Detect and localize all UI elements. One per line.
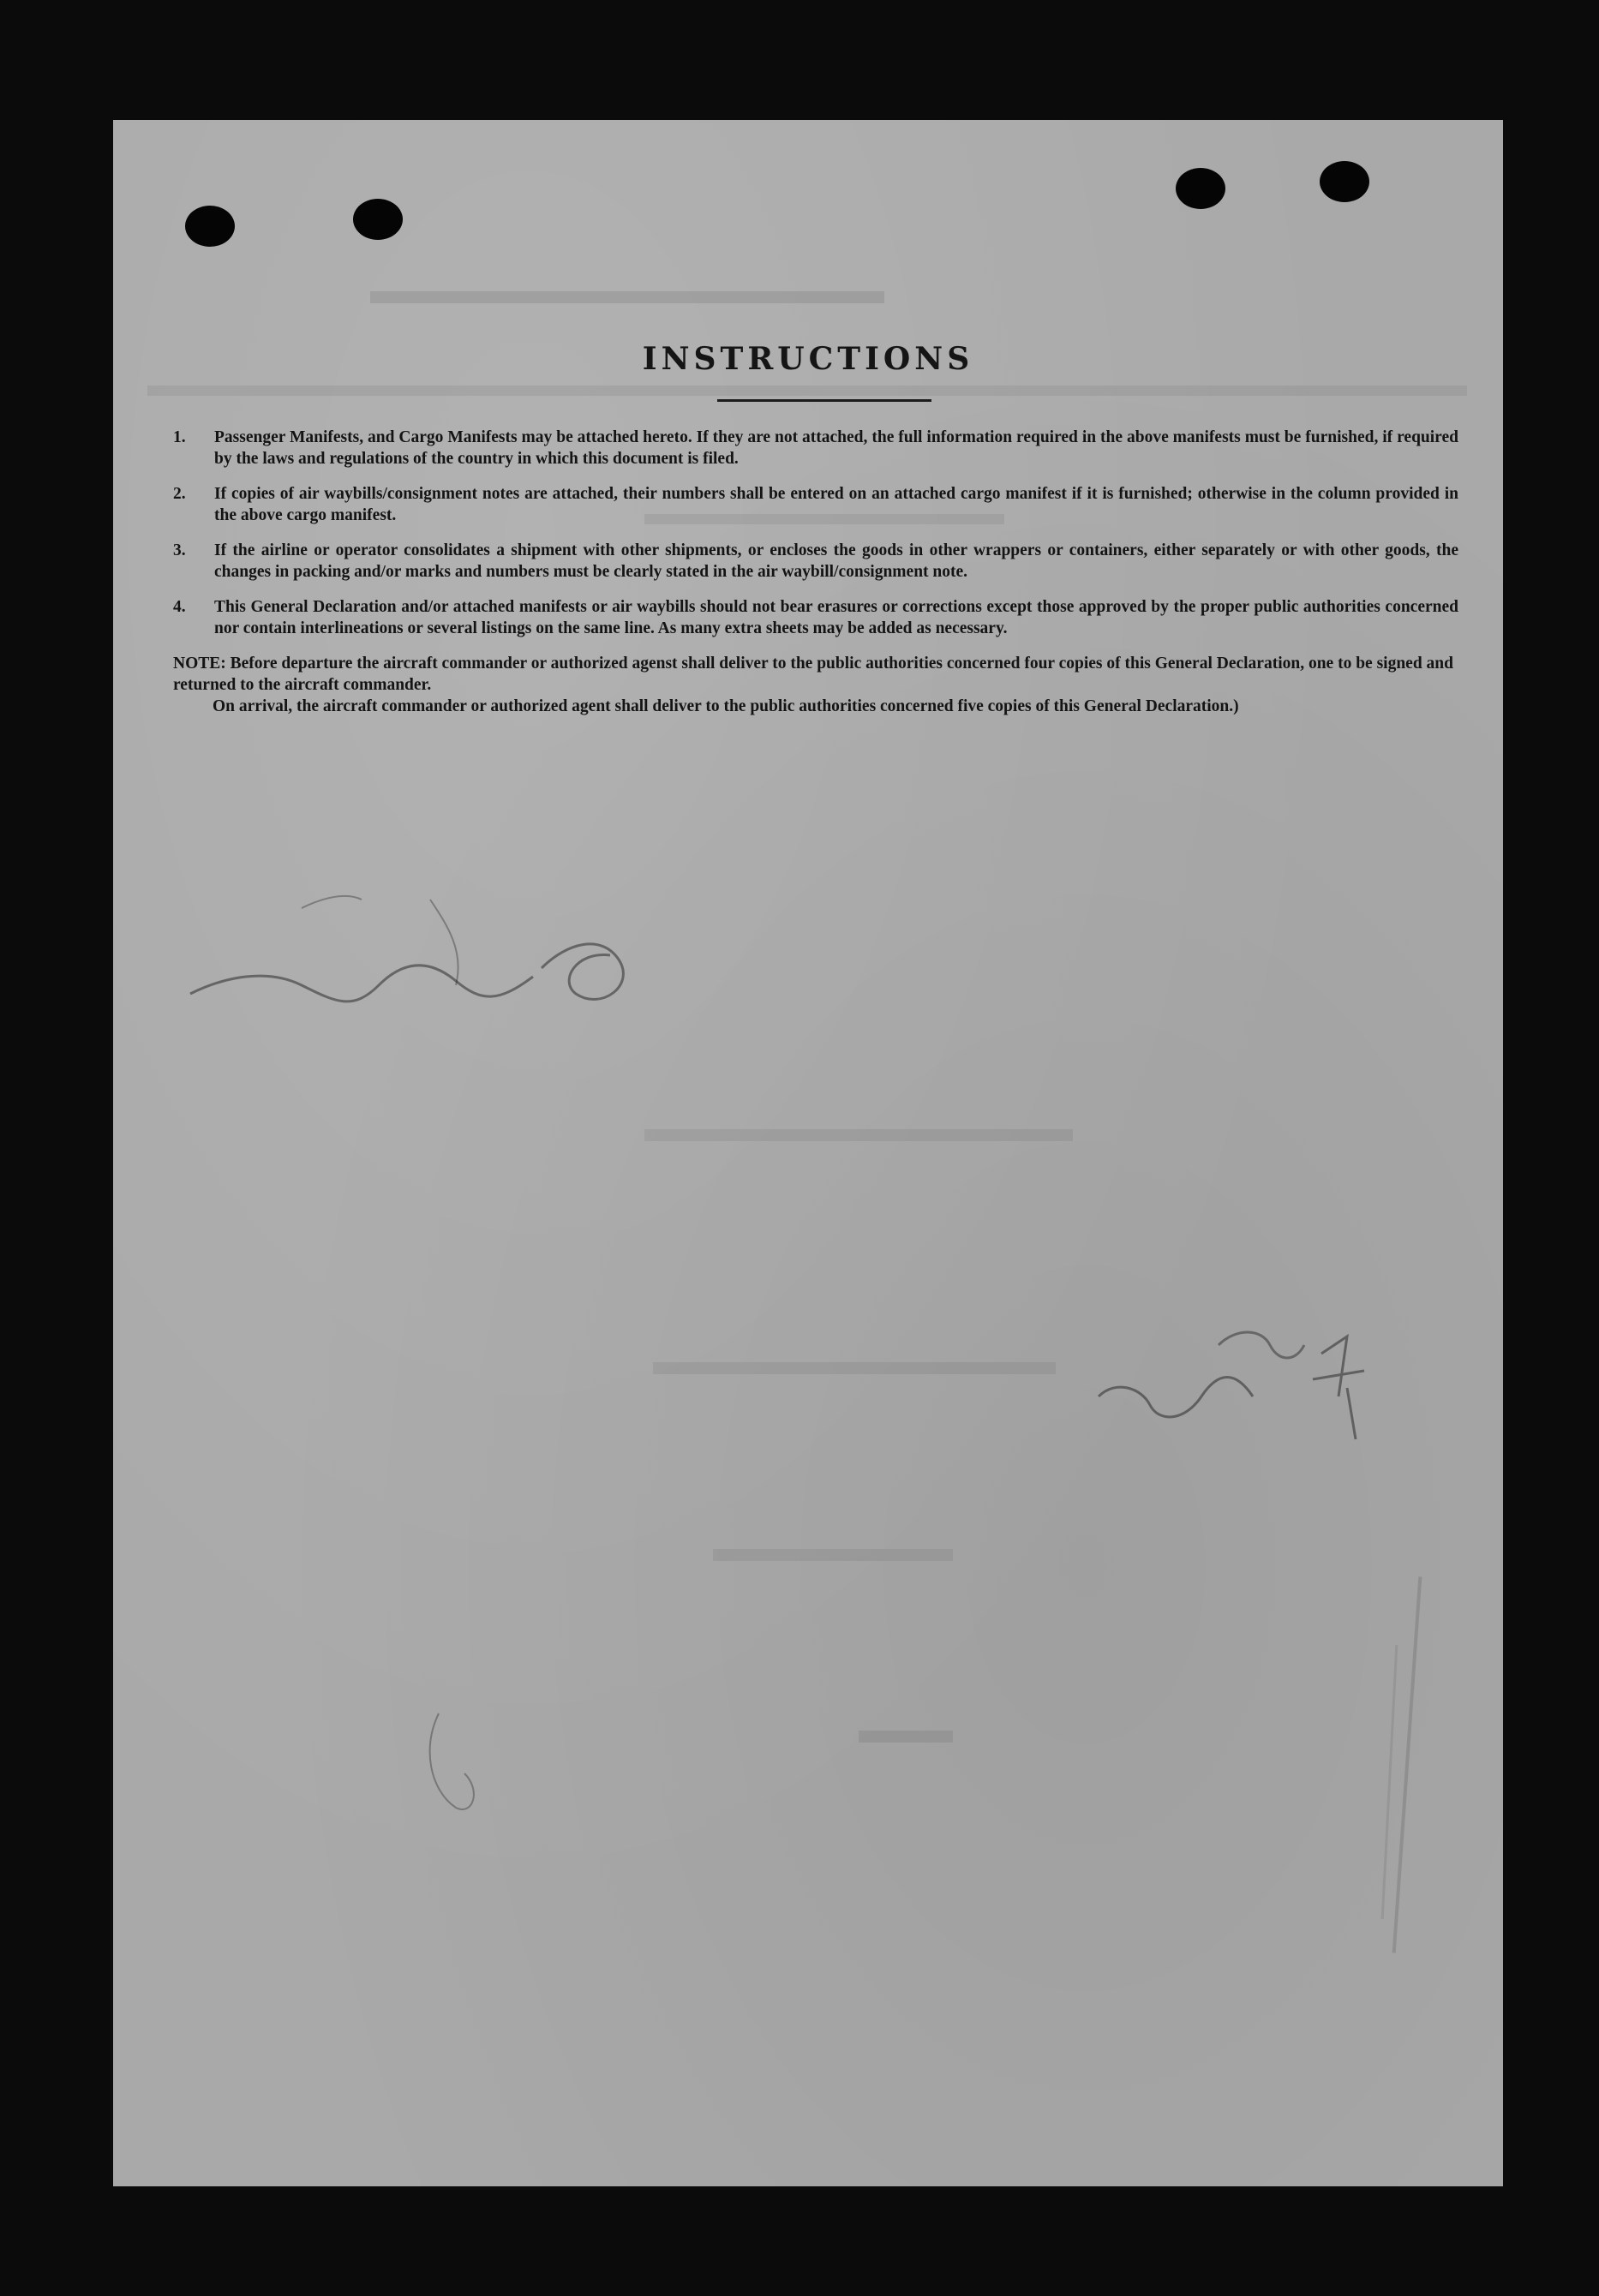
instruction-number: 4. [173, 598, 186, 616]
note-block [173, 653, 1458, 717]
title-underline [717, 399, 931, 402]
punch-hole-left-2 [353, 199, 403, 240]
note-text: Before departure the aircraft commander or authorized agenst shall deliver to the public authorities concerned four copies of this General Declaration, one to be signed and returned to the aircraft commander. [173, 655, 1453, 694]
bleed-through-line [859, 1731, 953, 1743]
note-label: NOTE: [173, 655, 226, 673]
bleed-through-line [713, 1549, 953, 1561]
instruction-item [173, 483, 1458, 526]
margin-pencil-mark [1392, 1576, 1422, 1952]
instruction-text: If the airline or operator consolidates a shipment with other shipments, or encloses the goods in other wrappers or containers, either separately or with other goods, the changes in packing and/or marks and numbers must be clearly stated in the air waybill/consignment note. [214, 541, 1458, 581]
bleed-through-line [370, 291, 884, 303]
pencil-scribble [404, 1696, 507, 1833]
page-title: INSTRUCTIONS [642, 341, 974, 377]
document-sheet [113, 120, 1503, 2186]
instruction-item [173, 596, 1458, 639]
instruction-text: Passenger Manifests, and Cargo Manifests may be attached hereto. If they are not attached, the full information required in the above manifests must be furnished, if required by the laws and regulations of the country in which this document is filed. [214, 428, 1458, 468]
note-arrival-text: On arrival, the aircraft commander or authorized agent shall deliver to the public authorities concerned five copies of this General Declaration.) [213, 697, 1239, 715]
bleed-through-line [653, 1362, 1056, 1374]
instruction-item [173, 427, 1458, 469]
bleed-through-line [644, 1129, 1073, 1141]
instruction-text: This General Declaration and/or attached manifests or air waybills should not bear erasures or corrections except those approved by the proper public authorities concerned nor contain interlineations or several listings on the same line. As many extra sheets may be added as necessary. [214, 598, 1458, 637]
punch-hole-right-1 [1176, 168, 1225, 209]
bleed-through-line [147, 386, 1467, 396]
handwritten-notation [1090, 1285, 1433, 1491]
punch-hole-right-2 [1320, 161, 1369, 202]
instruction-item [173, 540, 1458, 583]
instruction-number: 2. [173, 485, 186, 503]
instructions-list [173, 427, 1458, 717]
instruction-text: If copies of air waybills/consignment notes are attached, their numbers shall be entered on an attached cargo manifest if it is furnished; otherwise in the column provided in the above cargo manifest. [214, 485, 1458, 524]
margin-pencil-mark [1381, 1645, 1398, 1919]
instruction-number: 1. [173, 428, 186, 446]
handwritten-signature [173, 874, 722, 1079]
punch-hole-left-1 [185, 206, 235, 247]
instruction-number: 3. [173, 541, 186, 559]
note-paragraph [173, 653, 1458, 696]
